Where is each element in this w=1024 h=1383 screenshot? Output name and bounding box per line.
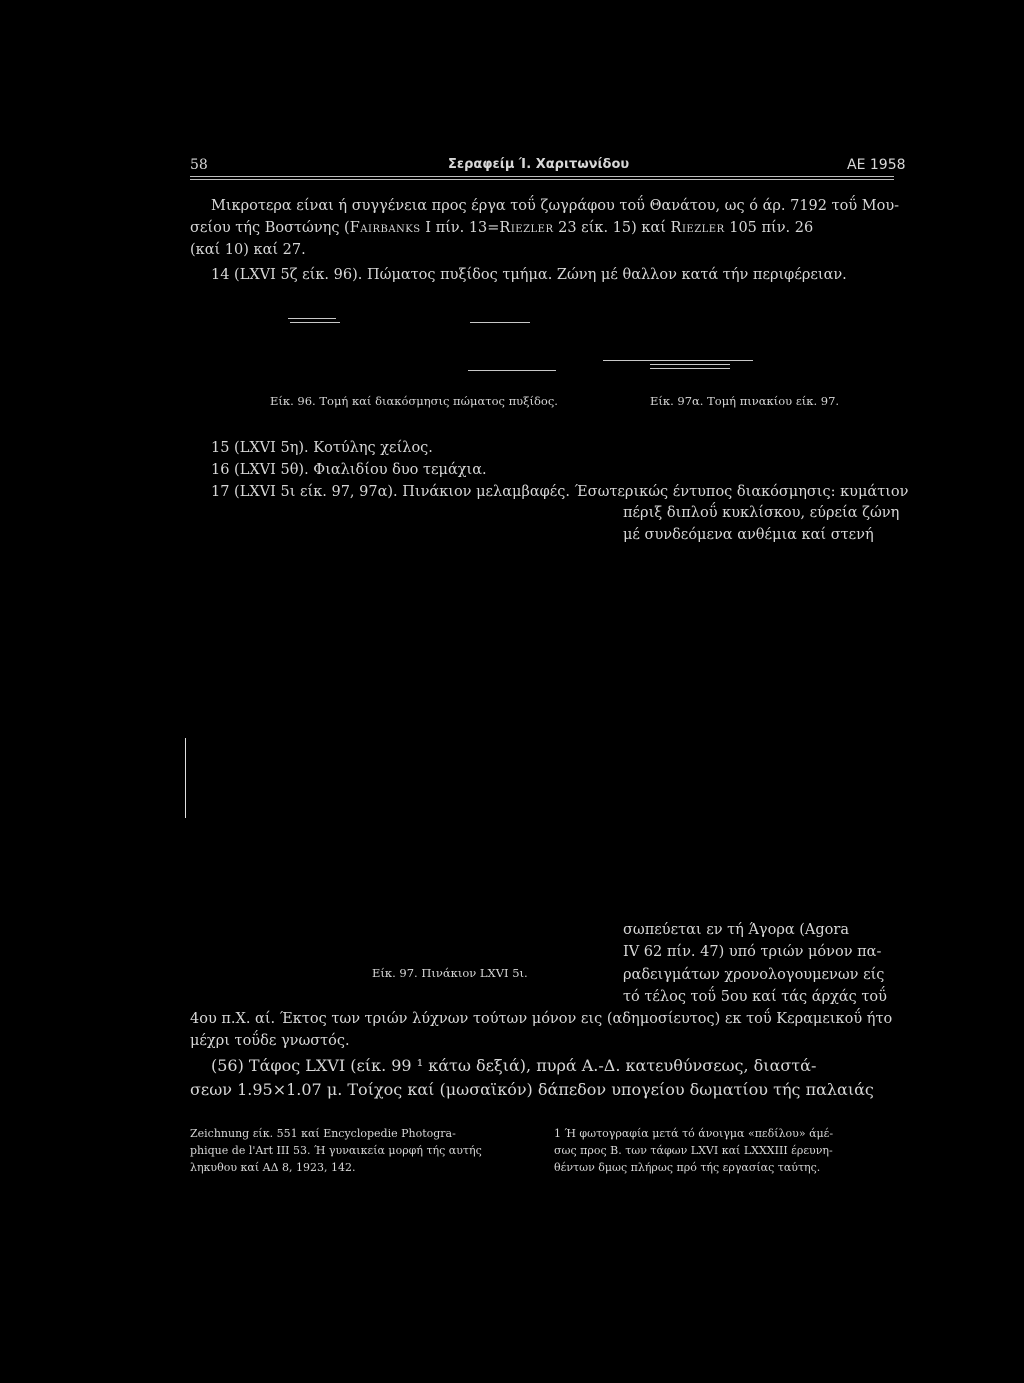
header-rule-double: [190, 179, 894, 180]
catalogue-item-17: 17 (LXVI 5ι είκ. 97, 97α). Πινάκιον μελαμβαφές. Έσωτερικώς έντυπος διακόσμησις: κυμάτιον: [211, 484, 909, 500]
catalogue-item-16: 16 (LXVI 5θ). Φιαλιδίου δυο τεμάχια.: [211, 462, 487, 478]
footnote-left-line-3: ληκυθου καί ΑΔ 8, 1923, 142.: [190, 1161, 356, 1174]
catalogue-item-15: 15 (LXVI 5η). Κοτύλης χείλος.: [211, 440, 433, 456]
footnote-left-line-2: phique de l'Art III 53. Ή γυναικεία μορφή τής αυτής: [190, 1144, 482, 1157]
page-number: 58: [190, 157, 208, 173]
footnote-right-line-2: σως προς Β. των τάφων LXVI καί LXXXIII έρευνη-: [554, 1144, 833, 1157]
catalogue-item-14: 14 (LXVI 5ζ είκ. 96). Πώματος πυξίδος τμήμα. Ζώνη μέ θαλλον κατά τήν περιφέρειαν.: [211, 267, 847, 283]
intro-line-1: Μικροτερα είναι ή συγγένεια προς έργα τοΰ ζωγράφου τοΰ Θανάτου, ως ό άρ. 7192 τοΰ Μου-: [211, 198, 900, 214]
footnote-left-line-1: Zeichnung είκ. 551 καί Encyclopedie Photogra-: [190, 1127, 456, 1140]
right-column-line-4: τό τέλος τοΰ 5ου καί τάς άρχάς τοΰ: [623, 989, 887, 1005]
right-column-line-1: σωπεύεται εν τή Άγορα (Agora: [623, 922, 849, 938]
figure-97-photograph: [185, 550, 615, 950]
right-column-line-3: ραδειγμάτων χρονολογουμενων είς: [623, 967, 885, 983]
footnote-right-line-3: θέντων δμως πλήρως πρό τής εργασίας ταύτης.: [554, 1161, 821, 1174]
right-column-line-2: IV 62 πίν. 47) υπό τριών μόνον πα-: [623, 944, 882, 960]
continuation-line-1: 4ου π.Χ. αί. Έκτος των τριών λύχνων τούτων μόνον εις (αδημοσίευτος) εκ τοΰ Κεραμεικοΰ ήτο: [190, 1011, 893, 1027]
running-head-author: Σεραφείμ Ί. Χαριτωνίδου: [448, 157, 630, 172]
tomb-56-line-2: σεων 1.95×1.07 μ. Τοίχος καί (μωσαϊκόν) δάπεδον υπογείου δωματίου τής παλαιάς: [190, 1080, 874, 1099]
footnote-right-line-1: 1 Ή φωτογραφία μετά τό άνοιγμα «πεδίλου» άμέ-: [554, 1127, 834, 1140]
intro-line-2: σείου τής Βοστώνης (Fairbanks I πίν. 13=Riezler 23 είκ. 15) καί Riezler 105 πίν. 26: [190, 220, 814, 236]
figure-96-caption: Είκ. 96. Τομή καί διακόσμησις πώματος πυξίδος.: [270, 394, 558, 408]
figure-97a-caption: Είκ. 97α. Τομή πινακίου είκ. 97.: [650, 394, 840, 408]
continuation-line-2: μέχρι τοΰδε γνωστός.: [190, 1033, 350, 1049]
header-rule: [190, 176, 894, 177]
tomb-56-line-1: (56) Τάφος LXVI (είκ. 99 ¹ κάτω δεξιά), πυρά Α.-Δ. κατευθύνσεως, διαστά-: [211, 1056, 817, 1075]
catalogue-item-17-line-3: μέ συνδεόμενα ανθέμια καί στενή: [623, 527, 874, 543]
figure-97-caption: Είκ. 97. Πινάκιον LXVI 5ι.: [372, 966, 528, 980]
running-head-journal: ΑΕ 1958: [847, 157, 906, 173]
catalogue-item-17-line-2: πέριξ διπλοΰ κυκλίσκου, εύρεία ζώνη: [623, 505, 900, 521]
intro-line-3: (καί 10) καί 27.: [190, 242, 306, 258]
